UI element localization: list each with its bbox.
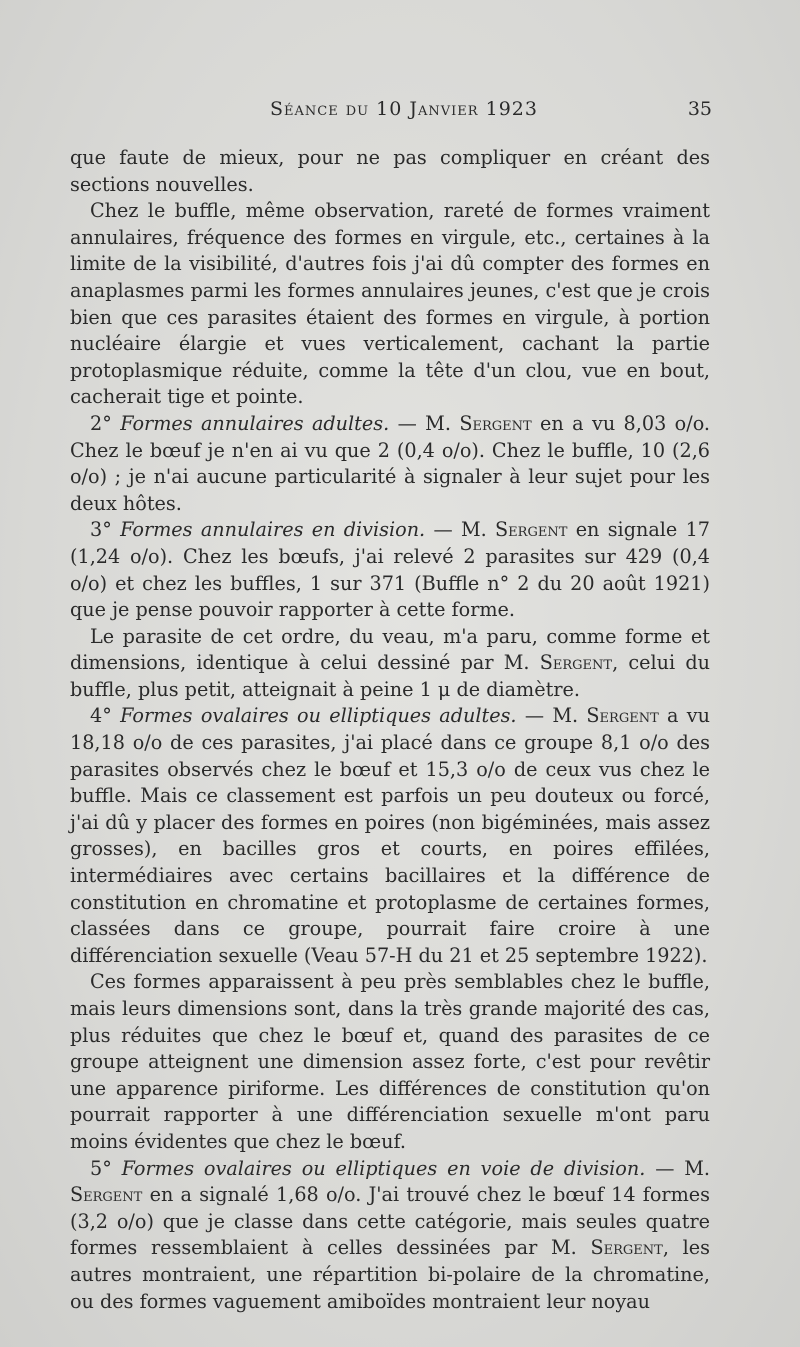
page-number: 35 xyxy=(687,98,712,120)
section-number: 5° xyxy=(90,1156,122,1180)
text-run: , celui du buffle, plus petit, atteignait à peine 1 μ de diamètre. xyxy=(70,651,711,701)
author-name: Sergent xyxy=(586,704,659,728)
text-run: , les autres montraient, une répartition bi-polaire de la chromatine, ou des formes vaguement amiboïdes montraient leur noyau xyxy=(70,1236,710,1313)
text-run: — M. xyxy=(645,1156,710,1180)
text-run: a vu 18,18 o/o de ces parasites, j'ai placé dans ce groupe 8,1 o/o des parasites observés chez le bœuf et 15,3 o/o de ceux vus chez le buffle. Mais ce classement est parfois un peu douteux ou forcé, j'ai dû y placer des formes en poires (non bigéminées, mais assez grosses), en bacilles gros et courts, en poires effilées, intermédiaires avec certains bacillaires et la différence de constitution en chromatine et protoplasme de certaines formes, classées dans ce groupe, pourrait faire croire à une différenciation sexuelle (Veau 57-H du 21 et 25 septembre 1922). xyxy=(70,704,711,967)
page-header xyxy=(70,98,710,128)
paragraph-5 xyxy=(70,624,710,704)
paragraph-text: que faute de mieux, pour ne pas compliquer en créant des sections nouvelles. xyxy=(70,146,710,196)
paragraph-7 xyxy=(70,969,710,1155)
text-run: — M. xyxy=(425,518,496,542)
paragraph-text: Chez le buffle, même observation, rareté de formes vraiment annulaires, fréquence des formes en virgule, etc., certaines à la limite de la visibilité, d'autres fois j'ai dû compter des formes en anaplasmes parmi les formes annulaires jeunes, c'est que je crois bien que ces parasites étaient des formes en virgule, à portion nucléaire élargie et vues verticalement, cachant la partie protoplasmique réduite, comme la tête d'un clou, vue en bout, cacherait tige et pointe. xyxy=(70,199,710,409)
author-name: Sergent xyxy=(539,651,613,675)
author-name: Sergent xyxy=(459,411,532,435)
paragraph-6 xyxy=(70,703,710,969)
text-run: Le parasite de cet ordre, du veau, m'a paru, comme forme et dimensions, identique à celui dessiné par M. xyxy=(70,624,710,675)
text-run: en signale 17 (1,24 o/o). Chez les bœufs, j'ai relevé 2 parasites sur 429 (0,4 o/o) et chez les buffles, 1 sur 371 (Buffle n° 2 du 20 août 1921) que je pense pouvoir rapporter à cette forme. xyxy=(70,518,710,622)
section-heading: Formes annulaires en division. xyxy=(120,518,426,542)
body-text xyxy=(70,145,710,1315)
paragraph-4 xyxy=(70,517,710,623)
paragraph-text: Ces formes apparaissent à peu près semblables chez le buffle, mais leurs dimensions sont, dans la très grande majorité des cas, plus réduites que chez le bœuf et, quand des parasites de ce groupe atteignent une dimension assez forte, c'est pour revêtir une apparence piriforme. Les différences de constitution qu'on pourrait rapporter à une différenciation sexuelle m'ont paru moins évidentes que chez le bœuf. xyxy=(70,970,710,1153)
author-name: Sergent xyxy=(495,518,568,542)
text-run: en a vu 8,03 o/o. Chez le bœuf je n'en ai vu que 2 (0,4 o/o). Chez le buffle, 10 (2,6 o/o) ; je n'ai aucune particularité à signaler à leur sujet pour les deux hôtes. xyxy=(70,411,711,515)
section-number: 3° xyxy=(90,518,121,542)
section-heading: Formes annulaires adultes. xyxy=(120,411,390,435)
paragraph-2 xyxy=(70,198,710,411)
section-number: 2° xyxy=(90,411,121,435)
text-run: en a signalé 1,68 o/o. J'ai trouvé chez le bœuf 14 formes (3,2 o/o) que je classe dans cette catégorie, mais seules quatre formes ressemblaient à celles dessinées par M. xyxy=(70,1183,710,1260)
running-head: Séance du 10 Janvier 1923 xyxy=(270,98,538,120)
section-number: 4° xyxy=(90,704,121,728)
text-run: — M. xyxy=(516,704,587,728)
section-heading: Formes ovalaires ou elliptiques en voie de division. xyxy=(121,1156,646,1180)
text-run: — M. xyxy=(389,411,460,435)
author-name: Sergent xyxy=(70,1183,143,1207)
author-name: Sergent xyxy=(590,1236,663,1260)
section-heading: Formes ovalaires ou elliptiques adultes. xyxy=(120,704,517,728)
paragraph-8 xyxy=(70,1156,710,1316)
paragraph-3 xyxy=(70,411,710,517)
paragraph-1 xyxy=(70,145,710,198)
